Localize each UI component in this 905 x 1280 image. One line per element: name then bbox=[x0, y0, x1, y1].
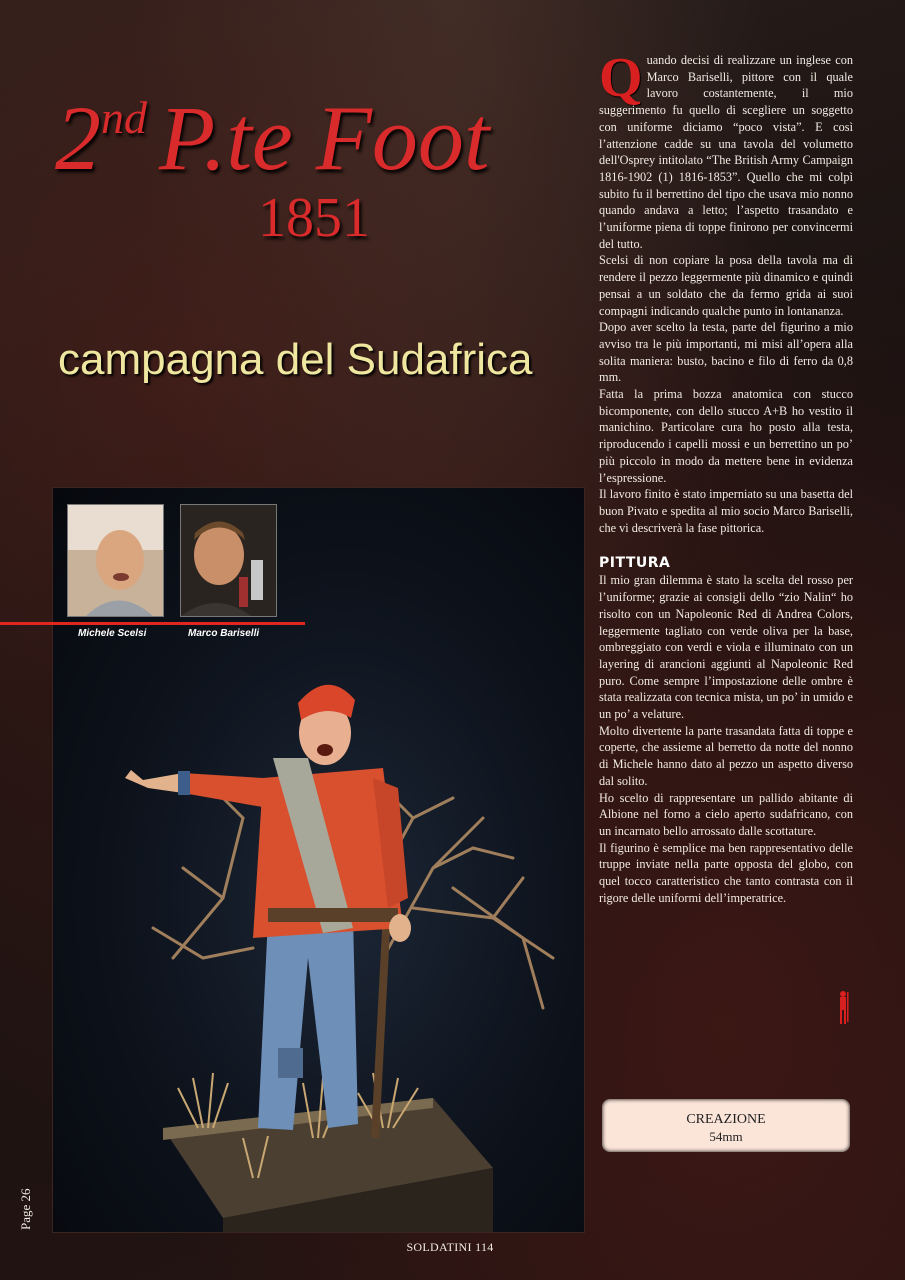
magazine-footer: SOLDATINI 114 bbox=[406, 1240, 494, 1254]
creation-info-box bbox=[602, 1099, 850, 1152]
author-caption-michele: Michele Scelsi bbox=[78, 628, 147, 639]
title-ordinal: nd bbox=[101, 92, 147, 143]
author-divider-rule bbox=[0, 622, 305, 625]
article-paragraph: Fatta la prima bozza anatomica con stucco bicomponente, con dello stucco A+B ho vestito il manichino. Particolare cura ho posto alla testa, riproducendo i capelli mossi e un berrettino un po’ più piccolo in modo da mettere bene in evidenza l’espressione. bbox=[599, 387, 853, 485]
page-number: Page 26 bbox=[18, 1188, 33, 1230]
title-year: 1851 bbox=[258, 187, 370, 249]
article-paragraph: Ho scelto di rappresentare un pallido abitante di Albione nel forno a cielo aperto sudafricano, con un incarnato bello arrossato dalle scottature. bbox=[599, 790, 853, 838]
author-caption-marco: Marco Bariselli bbox=[188, 628, 260, 639]
author-photo-michele-scelsi bbox=[67, 504, 164, 617]
article-paragraph: Scelsi di non copiare la posa della tavola ma di rendere il pezzo leggermente più dinamico e quindi pensai a un soldato che da fermo grida ai suoi compagni indicando qualche punto in lontananza. bbox=[599, 253, 853, 318]
author-photo-marco-bariselli bbox=[180, 504, 277, 617]
section-heading-pittura: PITTURA bbox=[599, 555, 671, 572]
article-body bbox=[599, 47, 853, 1012]
article-paragraph: Quando decisi di realizzare un inglese con Marco Bariselli, pittore con il quale lavoro costantemente, il mio suggerimento fu quello di scegliere un soggetto con uniforme diciamo “poco vista”. E così l’attenzione cadde su una tavola del volumetto dell'Osprey intitolato “The British Army Campaign 1816-1902 (1) 1816-1853”. Quello che mi colpì subito fu il berrettino del tipo che usava mio nonno quando andava a letto; l’aspetto trasandato e l’uniforme piena di toppe finirono per convincermi del tutto. bbox=[599, 47, 853, 251]
article-paragraph: Il mio gran dilemma è stato la scelta del rosso per l’uniforme; grazie ai consigli dello “zio Nalin“ ho risolto con un Napoleonic Red di Andrea Colors, leggermente tagliato con verde oliva per la base, ombreggiato con verdi e viola e illuminato con un layering di arancioni aggiunti al Napoleonic Red puro. Come sempre l’impostazione delle ombre è stata realizzata con tecnica mista, un po’ in umido e un po’ a velature. bbox=[599, 573, 853, 722]
title-number: 2 bbox=[55, 87, 101, 189]
drop-cap: Q bbox=[599, 47, 643, 109]
creation-scale: 54mm bbox=[709, 1129, 743, 1144]
article-paragraph: Il figurino è semplice ma ben rappresentativo delle truppe inviate nella parte opposta del globo, con quel tocco caratteristico che tanto contrasta con il rigore delle uniformi dell’imperatrice. bbox=[599, 840, 853, 905]
article-paragraph: Molto divertente la parte trasandata fatta di toppe e coperte, che assieme al berretto da notte del nonno di Michele hanno dato al pezzo un aspetto diverso dal solito. bbox=[599, 723, 853, 788]
end-mark-soldier-icon bbox=[836, 990, 850, 1026]
title-text: P.te Foot bbox=[159, 87, 490, 189]
article-paragraph: Il lavoro finito è stato imperniato su una basetta del buon Pivato e spedita al mio socio Marco Bariselli, che vi descriverà la fase pittorica. bbox=[599, 487, 853, 535]
article-title bbox=[55, 68, 595, 189]
article-paragraph: Dopo aver scelto la testa, parte del figurino a mio avviso tra le più importanti, mi misi all’opera alla solita maniera: busto, bacino e filo di ferro da 0,8 mm. bbox=[599, 320, 853, 385]
creation-label: CREAZIONE bbox=[686, 1112, 766, 1127]
article-subtitle: campagna del Sudafrica bbox=[58, 335, 533, 384]
